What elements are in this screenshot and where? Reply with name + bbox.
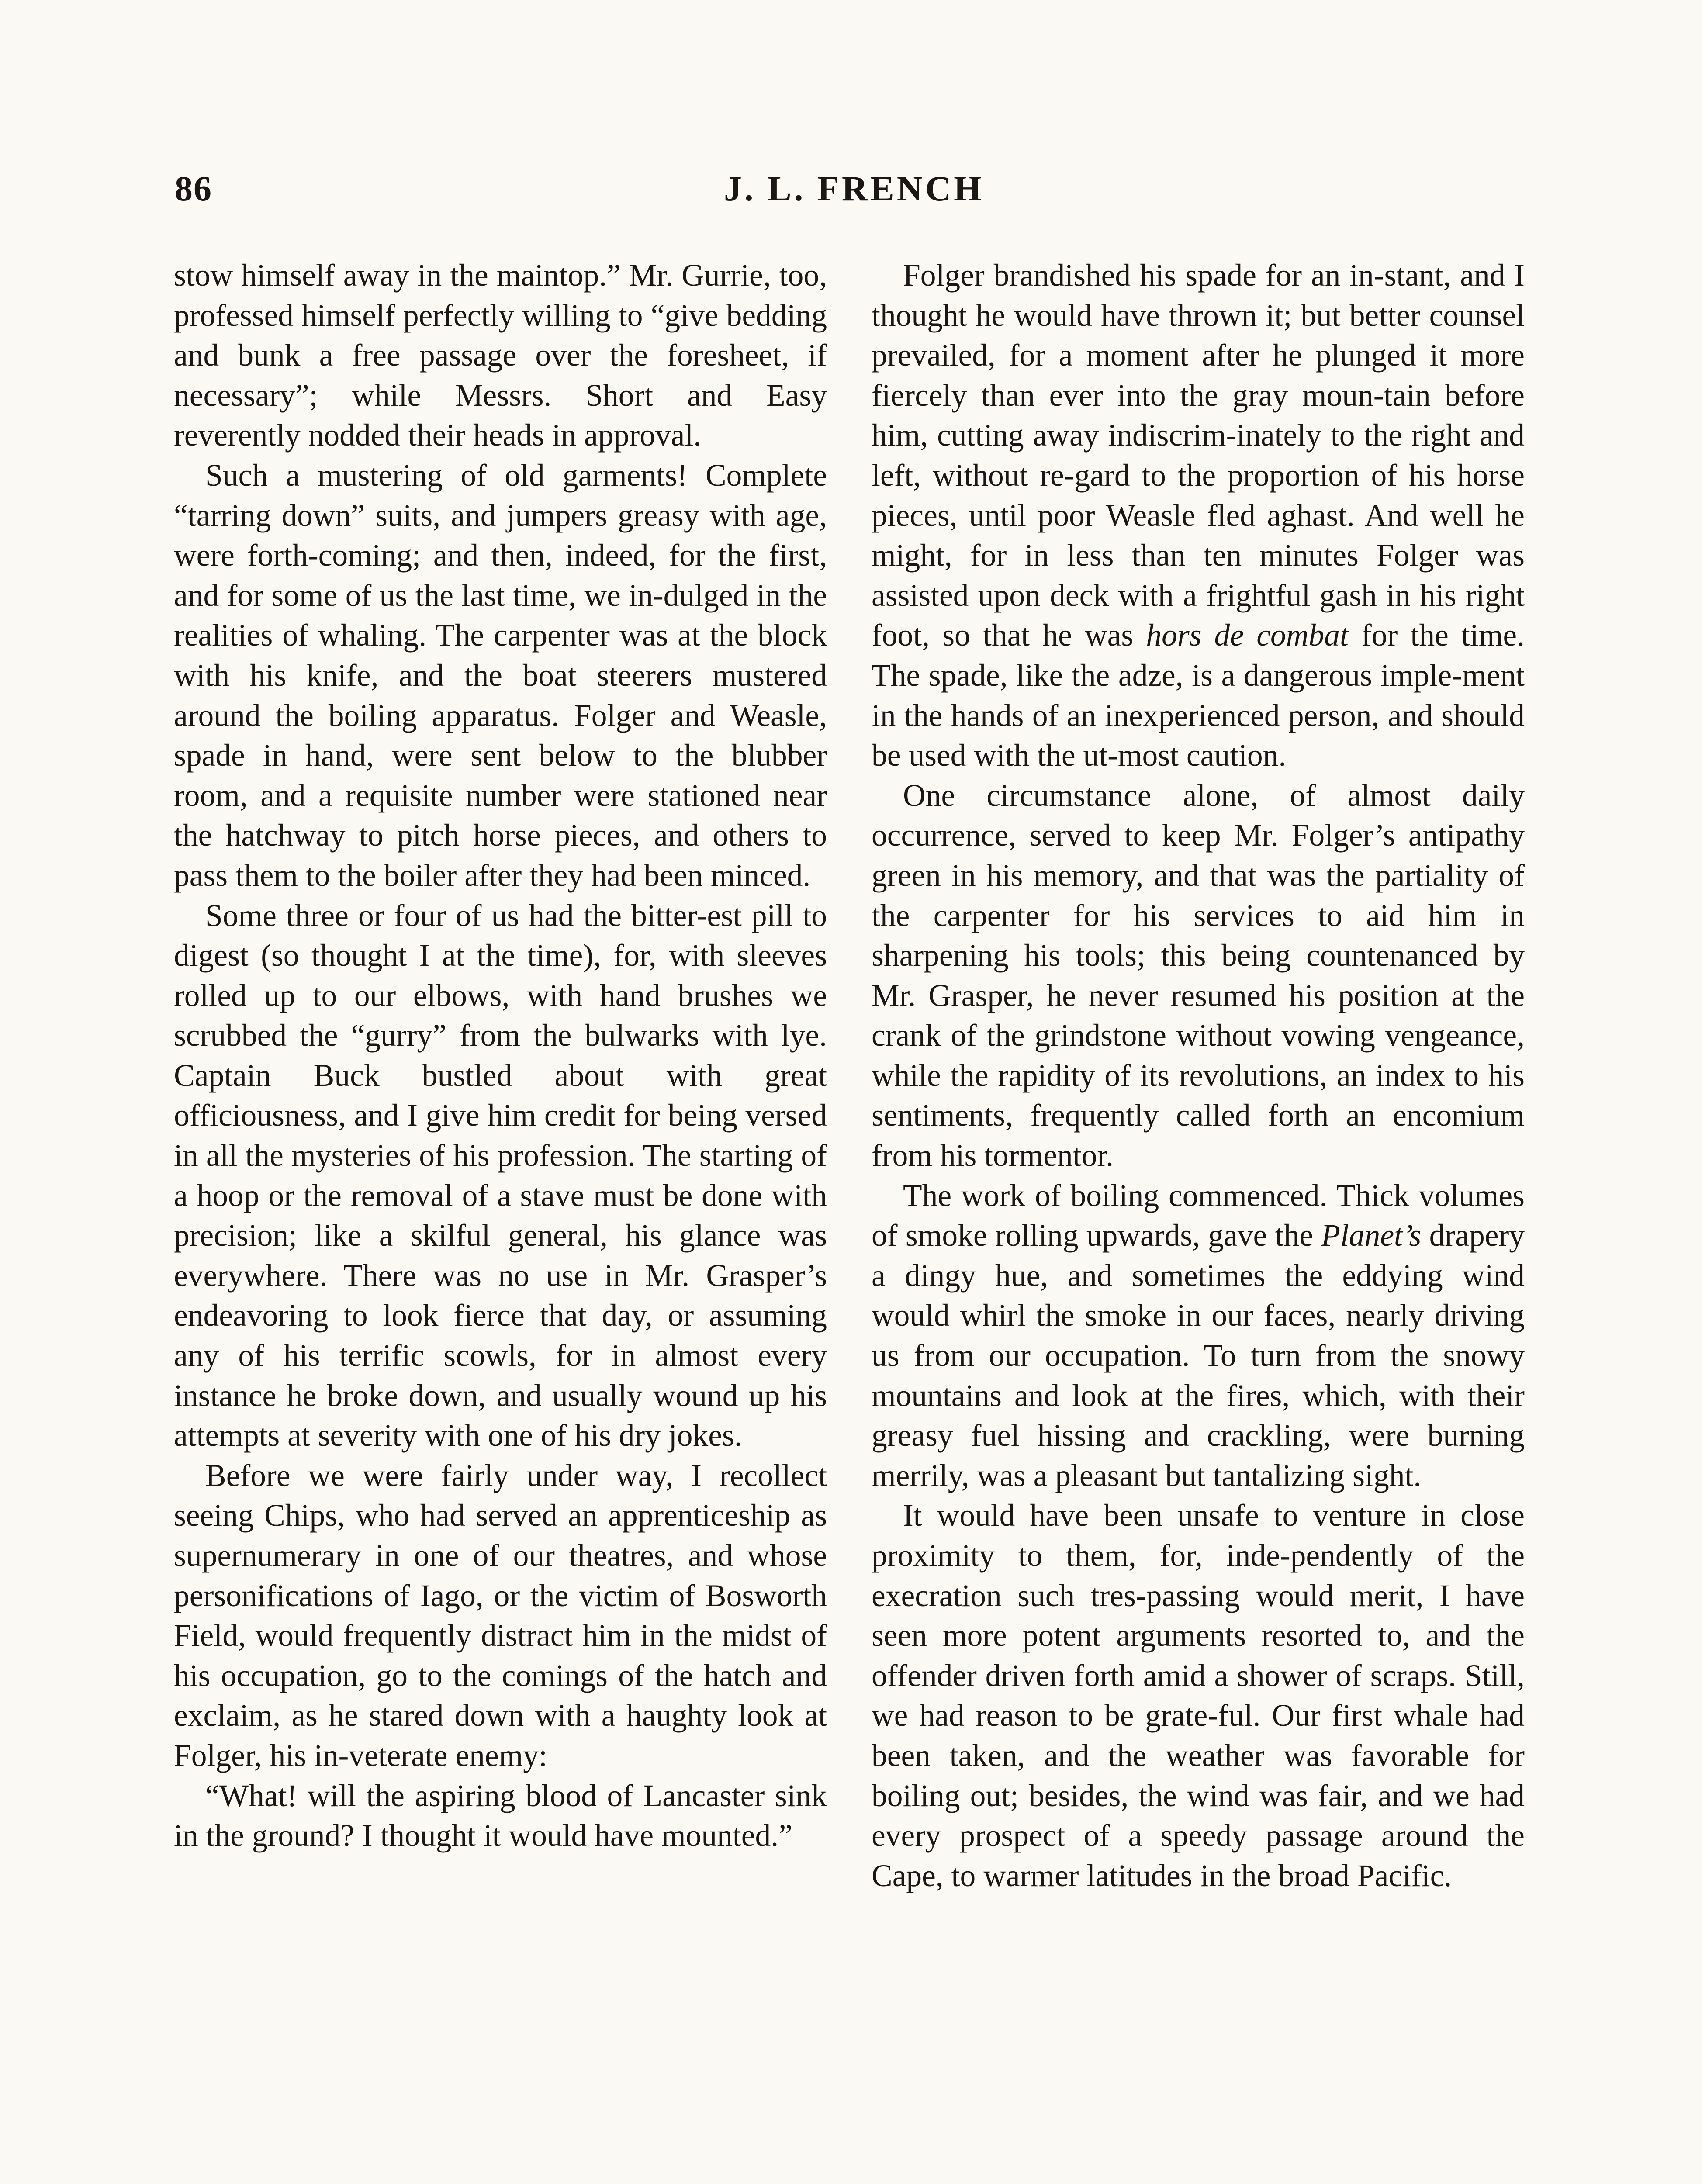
italic-phrase: Planet’s [1321, 1218, 1422, 1253]
paragraph: stow himself away in the maintop.” Mr. Gurrie, too, professed himself perfectly willing to “give bedding and bunk a free passage over the foresheet, if necessary”; while Messrs. Short and Easy reverently nodded their heads in approval. [174, 258, 827, 453]
paragraph: Some three or four of us had the bitter-est pill to digest (so thought I at the time), for, with sleeves rolled up to our elbows, with hand brushes we scrubbed the “gurry” from the bulwarks with lye. Captain Buck bustled about with great officiousness, and I give him credit for being versed in all the mysteries of his profession. The starting of a hoop or the removal of a stave must be done with precision; like a skilful general, his glance was everywhere. There was no use in Mr. Grasper’s endeavoring to look fierce that day, or assuming any of his terrific scowls, for in almost every instance he broke down, and usually wound up his attempts at severity with one of his dry jokes. [174, 898, 827, 1453]
paragraph: Such a mustering of old garments! Complete “tarring down” suits, and jumpers greasy with age, were forth-coming; and then, indeed, for the first, and for some of us the last time, we in-dulged in the realities of whaling. The carpenter was at the block with his knife, and the boat steerers mustered around the boiling apparatus. Folger and Weasle, spade in hand, were sent below to the blubber room, and a requisite number were stationed near the hatchway to pitch horse pieces, and others to pass them to the boiler after they had been minced. [174, 458, 827, 893]
paragraph: “What! will the aspiring blood of Lancaster sink in the ground? I thought it would have mounted.” [174, 1778, 827, 1853]
running-head: J. L. FRENCH [724, 169, 984, 208]
italic-phrase: hors de combat [1146, 618, 1349, 653]
right-column [872, 256, 1525, 1896]
left-column [174, 256, 827, 1856]
paragraph: Before we were fairly under way, I recollect seeing Chips, who had served an apprenticeship as supernumerary in one of our theatres, and whose personifications of Iago, or the victim of Bosworth Field, would frequently distract him in the midst of his occupation, go to the comings of the hatch and exclaim, as he stared down with a haughty look at Folger, his in-veterate enemy: [174, 1458, 827, 1773]
paragraph: Folger brandished his spade for an in-stant, and I thought he would have thrown it; but better counsel prevailed, for a moment after he plunged it more fiercely than ever into the gray moun-tain before him, cutting away indiscrim-inately to the right and left, without re-gard to the proportion of his horse pieces, until poor Weasle fled aghast. And well he might, for in less than ten minutes Folger was assisted upon deck with a frightful gash in his right foot, so that he was hors de combat for the time. The spade, like the adze, is a dangerous imple-ment in the hands of an inexperienced person, and should be used with the ut-most caution. [872, 258, 1525, 773]
paragraph: It would have been unsafe to venture in close proximity to them, for, inde-pendently of the execration such tres-passing would merit, I have seen more potent arguments resorted to, and the offender driven forth amid a shower of scraps. Still, we had reason to be grate-ful. Our first whale had been taken, and the weather was favorable for boiling out; besides, the wind was fair, and we had every prospect of a speedy passage around the Cape, to warmer latitudes in the broad Pacific. [872, 1498, 1525, 1893]
page-number: 86 [175, 169, 212, 208]
paragraph: One circumstance alone, of almost daily occurrence, served to keep Mr. Folger’s antipathy green in his memory, and that was the partiality of the carpenter for his services to aid him in sharpening his tools; this being countenanced by Mr. Grasper, he never resumed his position at the crank of the grindstone without vowing vengeance, while the rapidity of its revolutions, an index to his sentiments, frequently called forth an encomium from his tormentor. [872, 778, 1525, 1173]
paragraph: The work of boiling commenced. Thick volumes of smoke rolling upwards, gave the Planet’s drapery a dingy hue, and sometimes the eddying wind would whirl the smoke in our faces, nearly driving us from our occupation. To turn from the snowy mountains and look at the fires, which, with their greasy fuel hissing and crackling, were burning merrily, was a pleasant but tantalizing sight. [872, 1178, 1525, 1493]
page-header [175, 168, 1533, 221]
